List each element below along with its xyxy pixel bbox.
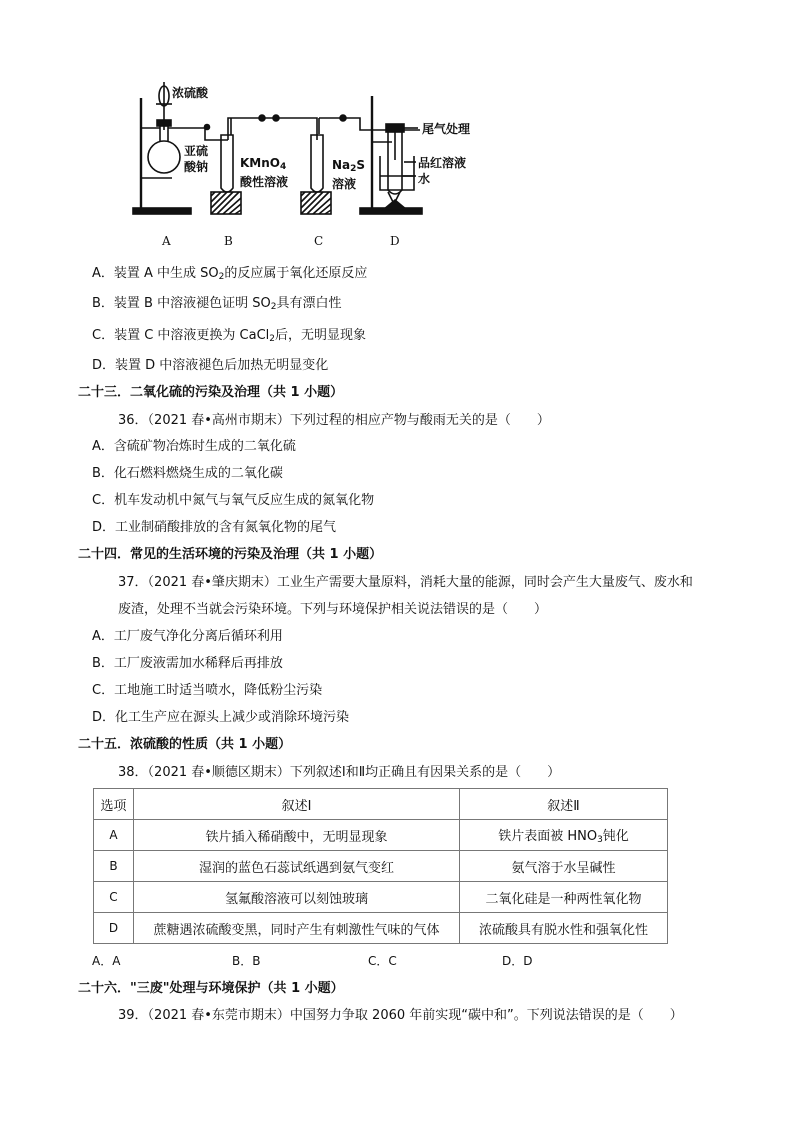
label-pinhong: 品红溶液 [418,156,467,170]
q35-option-d: D．装置 D 中溶液褪色后加热无明显变化 [92,358,329,373]
table-row [94,851,668,882]
q38-answer-c: C．C [368,954,397,968]
table-row [94,882,668,913]
section-heading-25: 二十五．浓硫酸的性质（共 1 小题） [78,737,292,752]
q36-stem: 36．（2021 春•高州市期末）下列过程的相应产物与酸雨无关的是（ ） [118,413,550,428]
q36-option-d: D．工业制硝酸排放的含有氮氧化物的尾气 [92,520,337,535]
table-header-cell: 选项 [94,789,134,820]
label-water: 水 [418,172,431,186]
q38-answer-a: A．A [92,954,121,968]
table-cell-statement-1: 蔗糖遇浓硫酸变黑，同时产生有刺激性气味的气体 [134,913,460,944]
q36-option-a: A．含硫矿物冶炼时生成的二氧化硫 [92,439,296,454]
table-header-row [94,789,668,820]
label-na2s-solution: 溶液 [332,177,357,191]
section-heading-23: 二十三．二氧化硫的污染及治理（共 1 小题） [78,385,344,400]
q37-option-a: A．工厂废气净化分离后循环利用 [92,629,283,644]
label-na2so3-2: 酸钠 [184,160,209,174]
q37-stem-line2: 废渣，处理不当就会污染环境。下列与环境保护相关说法错误的是（ ） [118,602,548,617]
q35-option-a: A．装置 A 中生成 $SO_2$的反应属于氧化还原反应 [92,266,368,282]
q37-stem-line1: 37．（2021 春•肇庆期末）工业生产需要大量原料，消耗大量的能源，同时会产生大量废气、废水和 [118,575,693,590]
table-cell-statement-2: 铁片表面被 $HNO_3$钝化 [460,820,668,851]
label-conc-h2so4: 浓硫酸 [172,86,209,100]
label-apparatus-d: D [390,234,400,248]
q38-answer-d: D．D [502,954,533,968]
table-cell-option: C [94,882,134,913]
q37-option-c: C．工地施工时适当喷水，降低粉尘污染 [92,683,323,698]
table-cell-statement-1: 氢氟酸溶液可以刻蚀玻璃 [134,882,460,913]
q38-stem: 38．（2021 春•顺德区期末）下列叙述Ⅰ和Ⅱ均正确且有因果关系的是（ ） [118,765,561,780]
label-na2s: $Na_2S$ [332,158,366,174]
table-cell-statement-1: 湿润的蓝色石蕊试纸遇到氨气变红 [134,851,460,882]
table-row [94,913,668,944]
table-row [94,820,668,851]
label-kmno4: KMnO$_4$ [240,156,287,172]
q36-option-b: B．化石燃料燃烧生成的二氧化碳 [92,466,283,481]
table-header-cell: 叙述Ⅱ [460,789,668,820]
label-tail-gas: 尾气处理 [422,122,471,136]
label-apparatus-b: B [224,234,233,248]
table-cell-option: D [94,913,134,944]
label-apparatus-a: A [162,234,171,248]
q37-option-d: D．化工生产应在源头上减少或消除环境污染 [92,710,350,725]
section-heading-26: 二十六．"三废"处理与环境保护（共 1 小题） [78,981,344,996]
table-cell-option: B [94,851,134,882]
q38-table [93,788,668,944]
table-cell-option: A [94,820,134,851]
table-cell-statement-2: 氨气溶于水呈碱性 [460,851,668,882]
table-cell-statement-2: 浓硫酸具有脱水性和强氧化性 [460,913,668,944]
q35-option-c: C．装置 C 中溶液更换为 CaCl$_2$后，无明显现象 [92,328,367,344]
table-header-cell: 叙述Ⅰ [134,789,460,820]
table-cell-statement-2: 二氧化硅是一种两性氧化物 [460,882,668,913]
table-cell-statement-1: 铁片插入稀硝酸中，无明显现象 [134,820,460,851]
apparatus-figure [0,0,794,260]
q35-option-b: B．装置 B 中溶液褪色证明 $SO_2$具有漂白性 [92,296,342,312]
q36-option-c: C．机车发动机中氮气与氧气反应生成的氮氧化物 [92,493,375,508]
q37-option-b: B．工厂废液需加水稀释后再排放 [92,656,283,671]
label-kmno4-acid: 酸性溶液 [240,175,289,189]
q38-answer-b: B．B [232,954,261,968]
q39-stem: 39．（2021 春•东莞市期末）中国努力争取 2060 年前实现“碳中和”。下列说法错误的是（ ） [118,1008,683,1023]
label-apparatus-c: C [314,234,324,248]
label-na2so3-1: 亚硫 [184,144,209,158]
section-heading-24: 二十四．常见的生活环境的污染及治理（共 1 小题） [78,547,383,562]
